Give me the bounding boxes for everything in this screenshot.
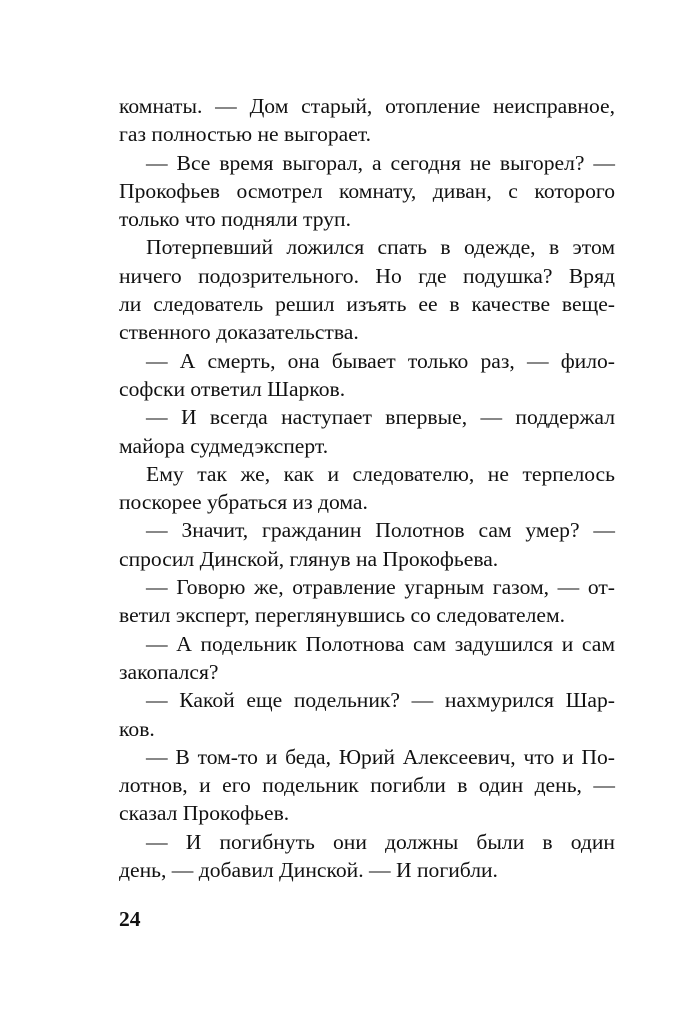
text-line: поскорее убраться из дома. [119, 490, 368, 515]
text-line: — Говорю же, отравление угарным газом, — от- [146, 575, 615, 600]
text-line: — Какой еще подельник? — нахмурился Шар- [146, 688, 615, 713]
text-line: — В том-то и беда, Юрий Алексеевич, что и По- [146, 744, 615, 769]
text-line: лотнов, и его подельник погибли в один день, — [119, 773, 615, 798]
text-line: комнаты. — Дом старый, отопление неисправное, [119, 94, 615, 118]
text-line: — Все время выгорал, а сегодня не выгорел? — [146, 150, 615, 175]
text-line: ветил эксперт, переглянувшись со следователем. [119, 603, 566, 628]
body-text [119, 92, 615, 884]
text-line: майора судмедэксперт. [119, 433, 329, 458]
text-line: газ полностью не выгорает. [119, 122, 372, 147]
text-line: ков. [119, 716, 155, 741]
text-line: Прокофьев осмотрел комнату, диван, с которого [119, 178, 615, 203]
text-line: только что подняли труп. [119, 207, 351, 232]
text-line: — И всегда наступает впервые, — поддержал [146, 405, 615, 430]
text-line: — А подельник Полотнова сам задушился и сам [146, 631, 615, 656]
text-line: — Значит, гражданин Полотнов сам умер? — [146, 518, 615, 543]
text-line: Потерпевший ложился спать в одежде, в этом [146, 235, 615, 260]
text-line: день, — добавил Динской. — И погибли. [119, 858, 498, 883]
page-number: 24 [119, 907, 141, 931]
text-line: софски ответил Шарков. [119, 376, 346, 401]
text-line: сказал Прокофьев. [119, 801, 290, 826]
text-line: закопался? [119, 659, 219, 684]
text-line: Ему так же, как и следователю, не терпелось [146, 461, 615, 486]
text-line: ли следователь решил изъять ее в качестве веще- [119, 292, 615, 317]
text-line: ственного доказательства. [119, 320, 359, 345]
text-line: спросил Динской, глянув на Прокофьева. [119, 546, 499, 571]
text-line: — А смерть, она бывает только раз, — фило- [146, 348, 615, 373]
text-line: — И погибнуть они должны были в один [146, 829, 615, 854]
text-line: ничего подозрительного. Но где подушка? Вряд [119, 263, 615, 288]
